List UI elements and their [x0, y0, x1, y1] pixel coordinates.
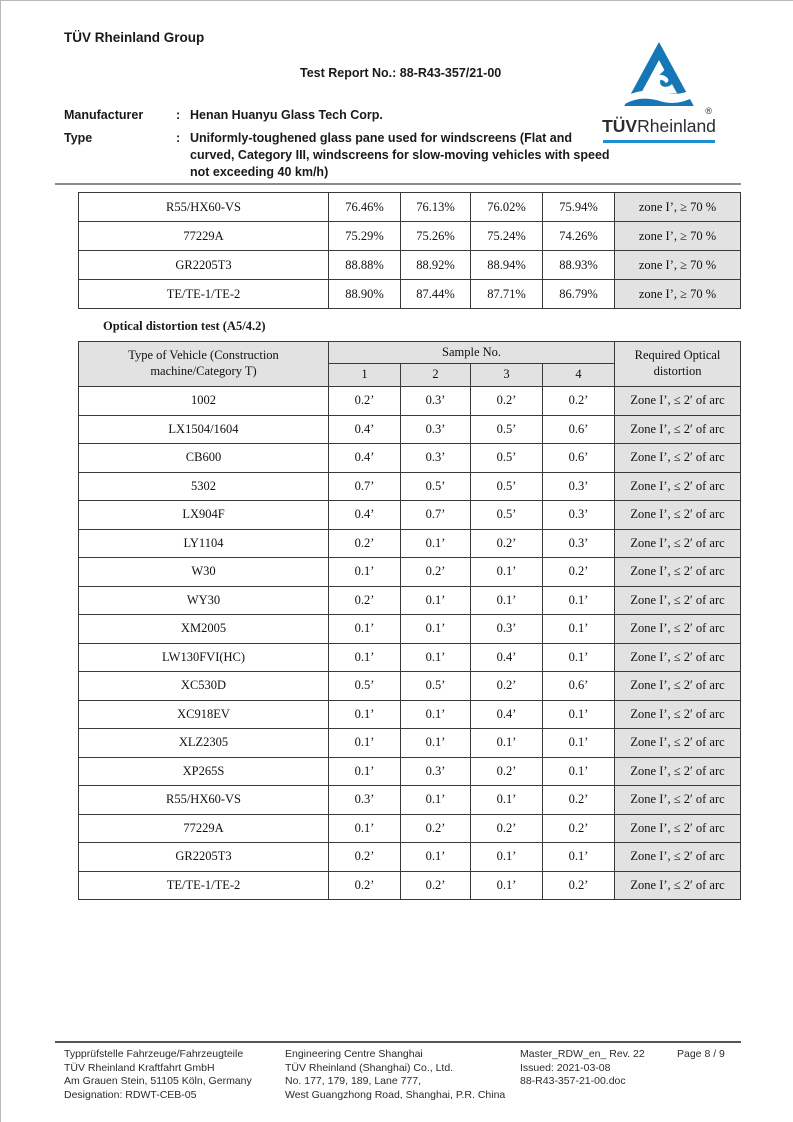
sample-value-cell: 0.1’	[401, 615, 471, 644]
sample-value-cell: 0.6’	[543, 415, 615, 444]
sample-value-cell: 0.2’	[471, 672, 543, 701]
tuv-triangle-icon	[624, 42, 694, 106]
table-row	[79, 843, 741, 872]
table-row	[79, 586, 741, 615]
sample-value-cell: 0.1’	[401, 786, 471, 815]
sample-value-cell: 0.2’	[329, 529, 401, 558]
table-row	[79, 415, 741, 444]
sample-value-cell: 0.2’	[471, 529, 543, 558]
footer-divider	[55, 1041, 741, 1043]
sample-value-cell: 0.1’	[401, 643, 471, 672]
required-value-cell: Zone I’, ≤ 2′ of arc	[615, 814, 741, 843]
sample-value-cell: 0.5’	[471, 444, 543, 473]
vehicle-type-cell: GR2205T3	[79, 251, 329, 280]
sample-value-cell: 0.2’	[543, 558, 615, 587]
sample-value-cell: 0.1’	[471, 843, 543, 872]
required-value-cell: Zone I’, ≤ 2′ of arc	[615, 586, 741, 615]
sample-value-cell: 0.2’	[543, 871, 615, 900]
table-row	[79, 280, 741, 309]
sample-value-cell: 0.7’	[329, 472, 401, 501]
sample-value-cell: 87.71%	[471, 280, 543, 309]
sample-value-cell: 0.7’	[401, 501, 471, 530]
vehicle-type-cell: WY30	[79, 586, 329, 615]
sample-value-cell: 0.5’	[471, 415, 543, 444]
vehicle-type-cell: W30	[79, 558, 329, 587]
sample-value-cell: 75.94%	[543, 193, 615, 222]
sample-value-cell: 0.4’	[329, 501, 401, 530]
vehicle-type-cell: LW130FVI(HC)	[79, 643, 329, 672]
sample-value-cell: 0.1’	[543, 700, 615, 729]
table-row	[79, 222, 741, 251]
sample-value-cell: 0.2’	[543, 786, 615, 815]
sample-value-cell: 0.3’	[471, 615, 543, 644]
sample-number-header: 1	[329, 364, 401, 387]
manufacturer-colon: :	[176, 108, 181, 122]
sample-value-cell: 0.1’	[401, 700, 471, 729]
required-value-cell: Zone I’, ≤ 2′ of arc	[615, 871, 741, 900]
table-row	[79, 529, 741, 558]
vehicle-type-cell: XP265S	[79, 757, 329, 786]
table-row	[79, 615, 741, 644]
table-row	[79, 251, 741, 280]
group-title: TÜV Rheinland Group	[64, 30, 205, 45]
sample-value-cell: 0.1’	[401, 586, 471, 615]
sample-number-header: 3	[471, 364, 543, 387]
vehicle-type-cell: LY1104	[79, 529, 329, 558]
footer-address-germany	[64, 1048, 252, 1102]
sample-value-cell: 75.29%	[329, 222, 401, 251]
optical-table-body	[79, 387, 741, 900]
sample-value-cell: 0.5’	[401, 672, 471, 701]
sample-value-cell: 0.2’	[401, 871, 471, 900]
type-value: Uniformly-toughened glass pane used for windscreens (Flat and curved, Category III, windscreens for slow-moving vehicles with speed not exceeding 40 km/h)	[190, 131, 610, 179]
optical-distortion-table	[78, 341, 741, 900]
sample-value-cell: 0.3’	[401, 444, 471, 473]
sample-value-cell: 0.1’	[543, 757, 615, 786]
windscreen-percentage-table	[78, 192, 741, 309]
sample-value-cell: 0.3’	[543, 501, 615, 530]
manufacturer-value: Henan Huanyu Glass Tech Corp.	[190, 108, 383, 122]
footer-line: Issued: 2021-03-08	[520, 1061, 611, 1074]
sample-value-cell: 0.1’	[471, 558, 543, 587]
sample-value-cell: 0.3’	[401, 415, 471, 444]
required-value-cell: zone I’, ≥ 70 %	[615, 193, 741, 222]
sample-value-cell: 0.1’	[471, 729, 543, 758]
vehicle-type-cell: R55/HX60-VS	[79, 193, 329, 222]
vehicle-type-cell: R55/HX60-VS	[79, 786, 329, 815]
percentage-table-body	[79, 193, 741, 309]
sample-value-cell: 0.1’	[401, 729, 471, 758]
footer-line: Am Grauen Stein, 51105 Köln, Germany	[64, 1075, 252, 1087]
sample-value-cell: 75.24%	[471, 222, 543, 251]
sample-value-cell: 0.1’	[543, 615, 615, 644]
sample-value-cell: 74.26%	[543, 222, 615, 251]
type-colon: :	[176, 131, 181, 145]
table-row	[79, 558, 741, 587]
table-row	[79, 871, 741, 900]
vehicle-type-cell: XC918EV	[79, 700, 329, 729]
sample-value-cell: 0.4’	[471, 643, 543, 672]
sample-value-cell: 0.2’	[329, 843, 401, 872]
table-row	[79, 729, 741, 758]
sample-value-cell: 0.2’	[329, 586, 401, 615]
table-row	[79, 672, 741, 701]
table-row	[79, 387, 741, 416]
sample-value-cell: 88.92%	[401, 251, 471, 280]
required-value-cell: Zone I’, ≤ 2′ of arc	[615, 472, 741, 501]
vehicle-type-cell: LX904F	[79, 501, 329, 530]
sample-value-cell: 0.3’	[329, 786, 401, 815]
table-header-row-1	[79, 342, 741, 364]
sample-value-cell: 76.02%	[471, 193, 543, 222]
sample-value-cell: 0.2’	[401, 558, 471, 587]
required-value-cell: Zone I’, ≤ 2′ of arc	[615, 729, 741, 758]
vehicle-type-header: Type of Vehicle (Construction machine/Category T)	[79, 342, 329, 387]
sample-value-cell: 0.2’	[543, 387, 615, 416]
footer-page-number	[677, 1048, 725, 1062]
footer-line: West Guangzhong Road, Shanghai, P.R. China	[285, 1088, 506, 1101]
sample-number-header: 2	[401, 364, 471, 387]
footer-address-shanghai	[285, 1048, 505, 1102]
footer-line: TÜV Rheinland (Shanghai) Co., Ltd.	[285, 1061, 454, 1074]
sample-value-cell: 0.2’	[401, 814, 471, 843]
sample-value-cell: 0.1’	[543, 643, 615, 672]
optical-distortion-title: Optical distortion test (A5/4.2)	[103, 319, 266, 333]
sample-value-cell: 0.5’	[329, 672, 401, 701]
table-row	[79, 472, 741, 501]
footer-line: No. 177, 179, 189, Lane 777,	[285, 1075, 422, 1087]
required-value-cell: Zone I’, ≤ 2′ of arc	[615, 415, 741, 444]
sample-value-cell: 0.2’	[329, 871, 401, 900]
tuv-rheinland-logo	[598, 42, 720, 143]
sample-value-cell: 87.44%	[401, 280, 471, 309]
vehicle-type-cell: XM2005	[79, 615, 329, 644]
required-value-cell: Zone I’, ≤ 2′ of arc	[615, 643, 741, 672]
sample-value-cell: 88.88%	[329, 251, 401, 280]
vehicle-type-cell: 1002	[79, 387, 329, 416]
sample-value-cell: 0.4’	[329, 444, 401, 473]
sample-value-cell: 0.5’	[471, 501, 543, 530]
sample-value-cell: 0.2’	[471, 814, 543, 843]
required-value-cell: zone I’, ≥ 70 %	[615, 222, 741, 251]
sample-no-header: Sample No.	[329, 342, 615, 364]
required-value-cell: Zone I’, ≤ 2′ of arc	[615, 387, 741, 416]
required-distortion-header: Required Optical distortion	[615, 342, 741, 387]
required-value-cell: Zone I’, ≤ 2′ of arc	[615, 529, 741, 558]
vehicle-type-cell: TE/TE-1/TE-2	[79, 280, 329, 309]
sample-value-cell: 0.2’	[329, 387, 401, 416]
report-number: Test Report No.: 88-R43-357/21-00	[300, 66, 502, 80]
sample-value-cell: 0.3’	[543, 529, 615, 558]
table-row	[79, 501, 741, 530]
logo-rheinland-text: Rheinland	[637, 116, 716, 136]
sample-value-cell: 0.1’	[543, 843, 615, 872]
sample-value-cell: 76.13%	[401, 193, 471, 222]
sample-value-cell: 0.1’	[471, 786, 543, 815]
footer-line: Master_RDW_en_ Rev. 22	[520, 1048, 645, 1060]
required-value-cell: Zone I’, ≤ 2′ of arc	[615, 700, 741, 729]
sample-value-cell: 0.1’	[543, 729, 615, 758]
required-value-cell: zone I’, ≥ 70 %	[615, 251, 741, 280]
sample-value-cell: 0.1’	[329, 729, 401, 758]
sample-number-header: 4	[543, 364, 615, 387]
sample-value-cell: 0.3’	[401, 387, 471, 416]
sample-value-cell: 0.4’	[471, 700, 543, 729]
registered-mark: ®	[705, 106, 712, 116]
vehicle-type-cell: 5302	[79, 472, 329, 501]
sample-value-cell: 88.90%	[329, 280, 401, 309]
required-value-cell: Zone I’, ≤ 2′ of arc	[615, 558, 741, 587]
type-label: Type	[64, 131, 93, 145]
logo-underline	[603, 140, 715, 143]
required-value-cell: Zone I’, ≤ 2′ of arc	[615, 786, 741, 815]
vehicle-type-cell: GR2205T3	[79, 843, 329, 872]
sample-value-cell: 0.2’	[543, 814, 615, 843]
table-row	[79, 786, 741, 815]
vehicle-type-cell: TE/TE-1/TE-2	[79, 871, 329, 900]
sample-value-cell: 88.93%	[543, 251, 615, 280]
sample-value-cell: 0.1’	[329, 757, 401, 786]
sample-value-cell: 86.79%	[543, 280, 615, 309]
sample-value-cell: 0.1’	[401, 529, 471, 558]
sample-value-cell: 0.1’	[471, 871, 543, 900]
logo-tuv-text: TÜV	[602, 116, 638, 136]
sample-value-cell: 0.3’	[401, 757, 471, 786]
header-divider	[55, 183, 741, 185]
vehicle-type-cell: XC530D	[79, 672, 329, 701]
sample-value-cell: 88.94%	[471, 251, 543, 280]
sample-value-cell: 0.6’	[543, 444, 615, 473]
table-row	[79, 444, 741, 473]
sample-value-cell: 0.5’	[401, 472, 471, 501]
sample-value-cell: 0.1’	[543, 586, 615, 615]
footer-line: Designation: RDWT-CEB-05	[64, 1088, 197, 1101]
required-value-cell: Zone I’, ≤ 2′ of arc	[615, 501, 741, 530]
sample-value-cell: 0.1’	[471, 586, 543, 615]
sample-value-cell: 0.4’	[329, 415, 401, 444]
footer-line: 88-R43-357-21-00.doc	[520, 1075, 626, 1087]
table-row	[79, 643, 741, 672]
sample-value-cell: 76.46%	[329, 193, 401, 222]
vehicle-type-cell: 77229A	[79, 814, 329, 843]
sample-value-cell: 0.1’	[329, 615, 401, 644]
sample-value-cell: 0.1’	[329, 558, 401, 587]
required-value-cell: zone I’, ≥ 70 %	[615, 280, 741, 309]
required-value-cell: Zone I’, ≤ 2′ of arc	[615, 757, 741, 786]
page-edge-top	[0, 0, 793, 1]
sample-value-cell: 0.1’	[329, 814, 401, 843]
footer-line: Typprüfstelle Fahrzeuge/Fahrzeugteile	[64, 1048, 244, 1060]
required-value-cell: Zone I’, ≤ 2′ of arc	[615, 843, 741, 872]
manufacturer-label: Manufacturer	[64, 108, 144, 122]
sample-value-cell: 0.2’	[471, 387, 543, 416]
table-row	[79, 193, 741, 222]
sample-value-cell: 0.1’	[401, 843, 471, 872]
table-row	[79, 757, 741, 786]
required-value-cell: Zone I’, ≤ 2′ of arc	[615, 444, 741, 473]
sample-value-cell: 0.3’	[543, 472, 615, 501]
vehicle-type-cell: XLZ2305	[79, 729, 329, 758]
table-row	[79, 700, 741, 729]
page-edge-left	[0, 0, 1, 1122]
footer-line: TÜV Rheinland Kraftfahrt GmbH	[64, 1061, 215, 1074]
required-value-cell: Zone I’, ≤ 2′ of arc	[615, 672, 741, 701]
footer-line: Engineering Centre Shanghai	[285, 1048, 423, 1060]
footer-line: Page 8 / 9	[677, 1048, 725, 1060]
vehicle-type-cell: CB600	[79, 444, 329, 473]
sample-value-cell: 0.1’	[329, 643, 401, 672]
sample-value-cell: 0.6’	[543, 672, 615, 701]
table-row	[79, 814, 741, 843]
sample-value-cell: 0.5’	[471, 472, 543, 501]
required-value-cell: Zone I’, ≤ 2′ of arc	[615, 615, 741, 644]
sample-value-cell: 0.2’	[471, 757, 543, 786]
vehicle-type-cell: LX1504/1604	[79, 415, 329, 444]
sample-value-cell: 75.26%	[401, 222, 471, 251]
sample-value-cell: 0.1’	[329, 700, 401, 729]
vehicle-type-cell: 77229A	[79, 222, 329, 251]
footer-document-info	[520, 1048, 670, 1089]
